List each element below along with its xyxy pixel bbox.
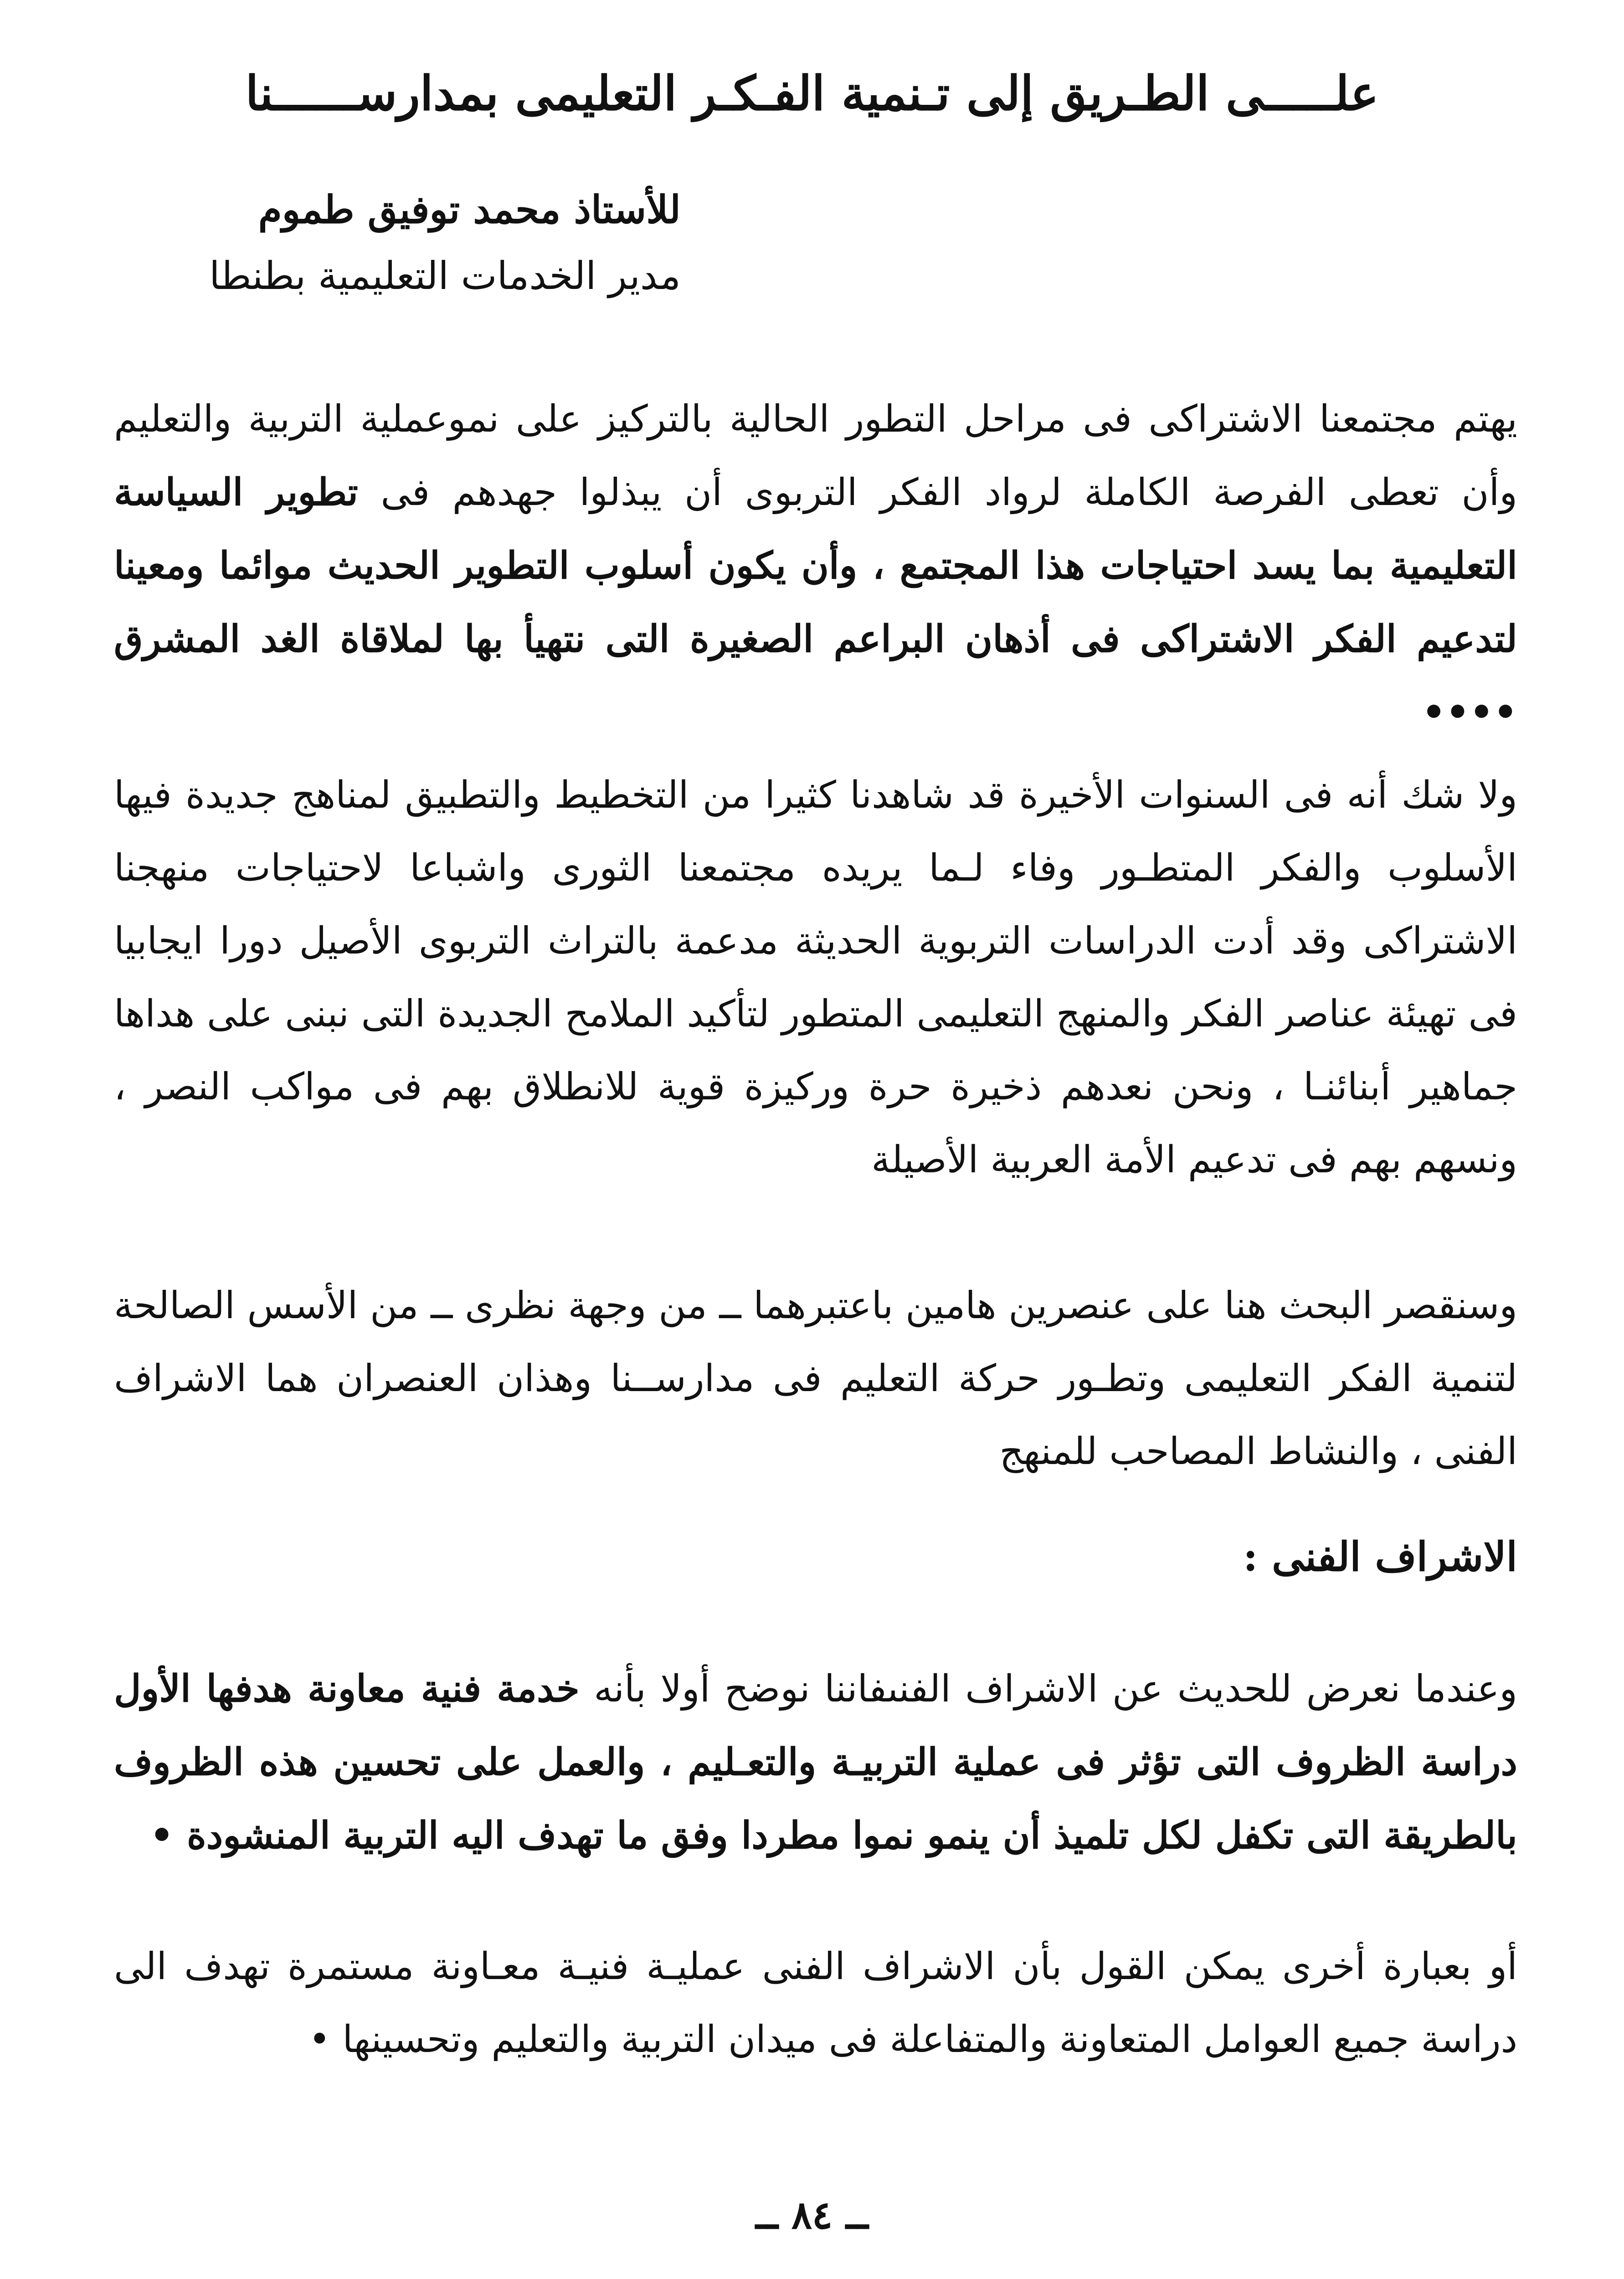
paragraph-recent-years: ولا شك أنه فى السنوات الأخيرة قد شاهدنا كثيرا من التخطيط والتطبيق لمناهج جديدة فيها الأسلوب والفكر المتطـور وفاء لـما يريده مجتمعنا الثورى واشباعا لاحتياجات منهجنا الاشتراكى وقد أدت الدراسات التربوية الحديثة مدعمة بالتراث التربوى الأصيل دورا ايجابيا فى تهيئة عناصر الفكر والمنهج التعليمى المتطور لتأكيد الملامح الجديدة التى نبنى على هداها جماهير أبنائنـا ، ونحن نعدهم ذخيرة حرة وركيزة قوية للانطلاق بهم فى مواكب النصر ، ونسهم بهم فى تدعيم الأمة العربية الأصيلة xyxy=(114,773,1517,1181)
author-role: مدير الخدمات التعليمية بطنطا xyxy=(209,253,681,298)
paragraph-intro-emphasis: تطوير السياسة التعليمية بما يسد احتياجات هذا المجتمع ، وأن يكون أسلوب التطوير الحديث موائما ومعينا لتدعيم الفكر الاشتراكى فى أذهان البراعم الصغيرة التى نتهيأ بها لملاقاة الغد المشرق •••• xyxy=(114,470,1517,734)
author-name: للأستاذ محمد توفيق طموم xyxy=(258,187,681,232)
paragraph-intro xyxy=(114,383,1517,749)
paragraph-supervision-restated: أو بعبارة أخرى يمكن القول بأن الاشراف الفنى عمليـة فنيـة معـاونة مستمرة تهدف الى دراسة جميع العوامل المتعاونة والمتفاعلة فى ميدان التربية والتعليم وتحسينها • xyxy=(114,1945,1517,2061)
paragraph-supervision-text: وعندما نعرض للحديث عن الاشراف الفنىفاننا نوضح أولا بأنه xyxy=(579,1667,1517,1711)
page-number: ــ ٨٤ ــ xyxy=(755,2192,869,2238)
paragraph-supervision-definition xyxy=(114,1652,1517,1872)
paragraph-research-scope: وسنقصر البحث هنا على عنصرين هامين باعتبرهما ــ من وجهة نظرى ــ من الأسس الصالحة لتنمية الفكر التعليمى وتطـور حركة التعليم فى مدارســنا وهذان العنصران هما الاشراف الفنى ، والنشاط المصاحب للمنهج xyxy=(114,1284,1517,1473)
article-title: علـــــى الطـريق إلى تـنمية الفـكـر التعليمى بمدارســــــنا xyxy=(245,65,1379,121)
paragraph-intro-text: يهتم مجتمعنا الاشتراكى فى مراحل التطور الحالية بالتركيز على نموعملية التربية والتعليم وأن تعطى الفرصة الكاملة لرواد الفكر التربوى أن يبذلوا جهدهم فى xyxy=(114,397,1517,514)
section-heading: الاشراف الفنى : xyxy=(1243,1533,1517,1580)
paragraph-supervision-emphasis: خدمة فنية معاونة هدفها الأول دراسة الظروف التى تؤثر فى عملية التربيـة والتعـليم ، والعمل على تحسين هذه الظروف بالطريقة التى تكفل لكل تلميذ أن ينمو نموا مطردا وفق ما تهدف اليه التربية المنشودة • xyxy=(114,1667,1517,1857)
